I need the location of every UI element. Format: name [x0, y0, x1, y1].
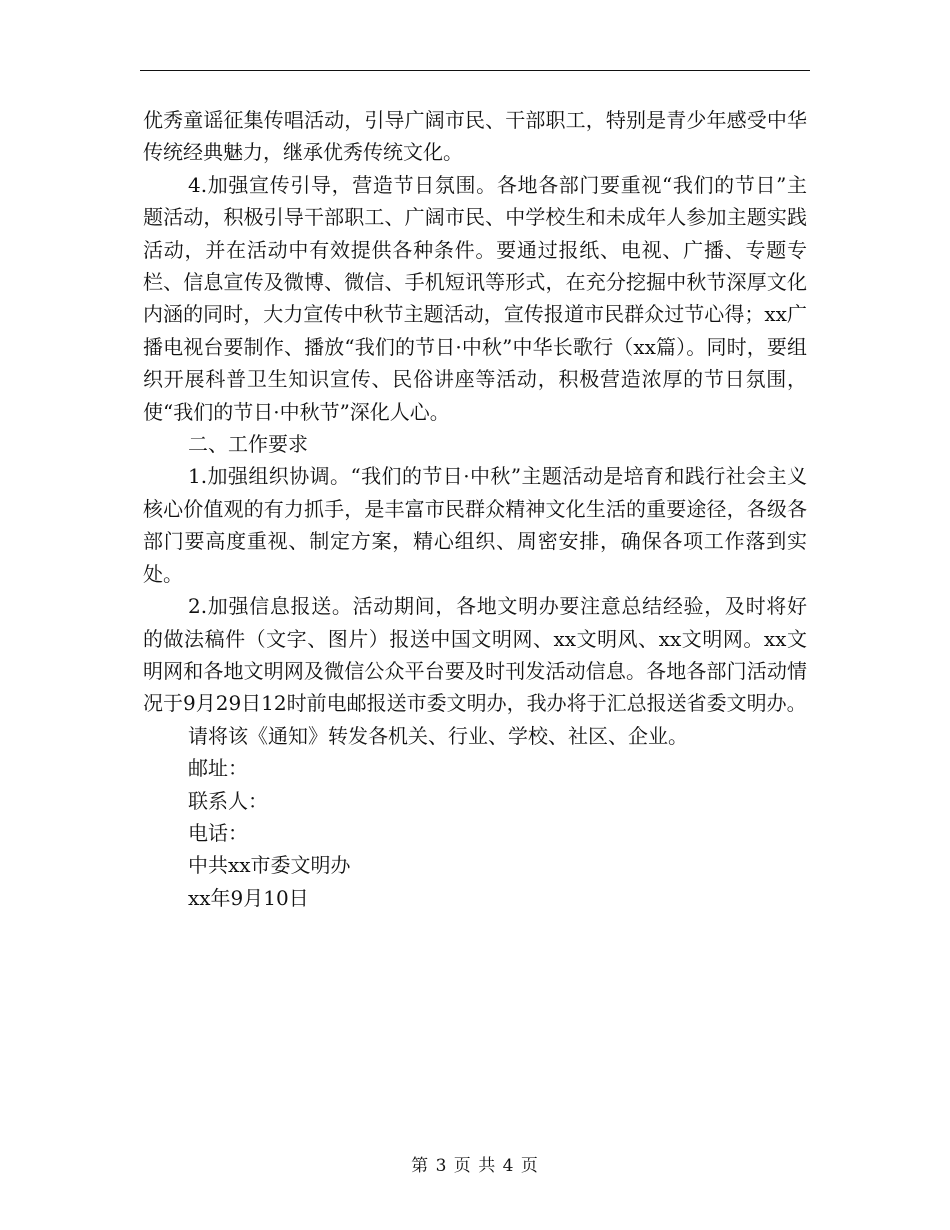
telephone-label: 电话： [188, 820, 248, 845]
forward-request: 请将该《通知》转发各机关、行业、学校、社区、企业。 [188, 723, 688, 748]
issue-date: xx年9月10日 [188, 885, 309, 910]
section-heading: 二、工作要求 [188, 432, 308, 457]
paragraph-4: 2.加强信息报送。活动期间，各地文明办要注意总结经验，及时将好的做法稿件（文字、图片）报送中国文明网、xx文明风、xx文明网。xx文明网和各地文明网及微信公众平台要及时刊发活动信息。各地各部门活动情况于9月29日12时前电邮报送市委文明办，我办将于汇总报送省委文明办。 [143, 594, 807, 716]
contact-person-label: 联系人： [188, 788, 268, 813]
header-rule [140, 70, 810, 71]
page-number-footer: 第 3 页 共 4 页 [411, 1156, 539, 1176]
paragraph-3: 1.加强组织协调。“我们的节日·中秋”主题活动是培育和践行社会主义核心价值观的有力抓手，是丰富市民群众精神文化生活的重要途径，各级各部门要高度重视、制定方案，精心组织、周密安排，确保各项工作落到实处。 [143, 464, 807, 586]
paragraph-2: 4.加强宣传引导，营造节日氛围。各地各部门要重视“我们的节日”主题活动，积极引导干部职工、广阔市民、中学校生和未成年人参加主题实践活动，并在活动中有效提供各种条件。要通过报纸、电视、广播、专题专栏、信息宣传及微博、微信、手机短讯等形式，在充分挖掘中秋节深厚文化内涵的同时，大力宣传中秋节主题活动，宣传报道市民群众过节心得；xx广播电视台要制作、播放“我们的节日·中秋”中华长歌行（xx篇）。同时，要组织开展科普卫生知识宣传、民俗讲座等活动，积极营造浓厚的节日氛围，使“我们的节日·中秋节”深化人心。 [143, 172, 807, 424]
issuing-organization: 中共xx市委文明办 [188, 853, 351, 878]
postal-address-label: 邮址： [188, 756, 248, 781]
paragraph-1: 优秀童谣征集传唱活动，引导广阔市民、干部职工，特别是青少年感受中华传统经典魅力，继承优秀传统文化。 [143, 108, 807, 165]
document-body [143, 104, 807, 914]
